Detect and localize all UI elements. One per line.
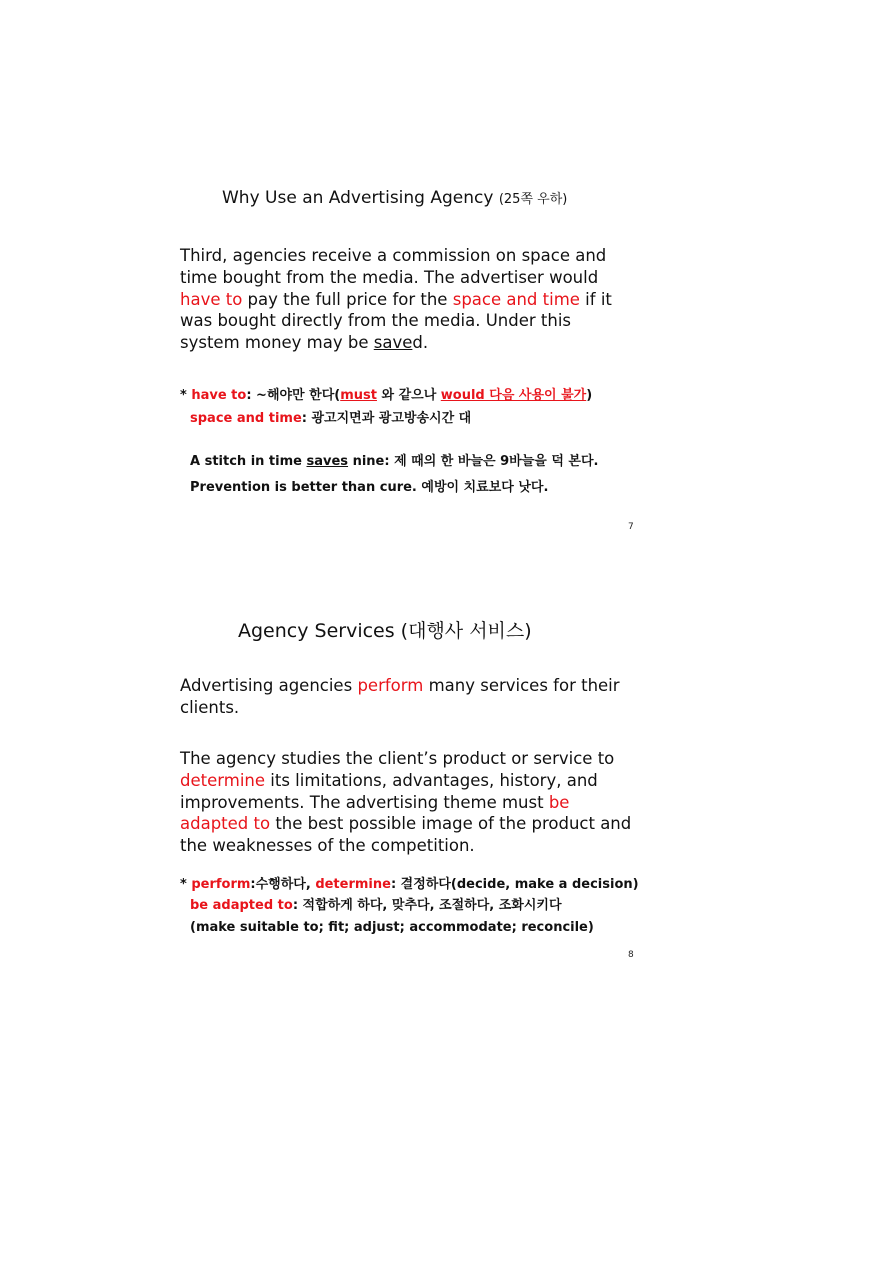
body-paragraph: Third, agencies receive a commission on space and time bought from the media. The advertiser would have to pay the full price for the space and time if it was bought directly from the media. Under this system money may be saved. bbox=[180, 246, 612, 353]
vocab-note: (make suitable to; fit; adjust; accommodate; reconcile) bbox=[190, 920, 594, 935]
slide-title: Why Use an Advertising Agency (25쪽 우하) bbox=[222, 188, 568, 208]
slide-title-sub: (25쪽 우하) bbox=[498, 192, 568, 207]
body-paragraph: Advertising agencies perform many services for their clients. bbox=[180, 676, 620, 717]
page-number: 7 bbox=[628, 522, 634, 532]
proverb-note: A stitch in time saves nine: 제 때의 한 바늘은 9바늘을 덕 본다. bbox=[190, 454, 599, 469]
highlight-term: perform bbox=[357, 676, 424, 695]
vocab-note: be adapted to: 적합하게 하다, 맞추다, 조절하다, 조화시키다 bbox=[190, 898, 562, 913]
page-number: 8 bbox=[628, 950, 634, 960]
highlight-term: determine bbox=[180, 770, 266, 790]
slide-title: Agency Services (대행사 서비스) bbox=[238, 620, 532, 642]
proverb-note: Prevention is better than cure. 예방이 치료보다 낫다. bbox=[190, 480, 549, 495]
body-paragraph: The agency studies the client’s product or service to determine its limitations, advantages, history, and improvements. The advertising theme must be adapted to the best possible image of the product and the weaknesses of the competition. bbox=[180, 749, 632, 856]
vocab-note: * perform:수행하다, determine: 결정하다(decide, make a decision) bbox=[180, 877, 639, 892]
highlight-term: have to bbox=[180, 289, 243, 309]
highlight-term: space and time bbox=[452, 289, 580, 309]
underlined-word: save bbox=[373, 333, 413, 353]
vocab-note: space and time: 광고지면과 광고방송시간 대 bbox=[190, 411, 472, 426]
highlight-term: be adapted to bbox=[180, 792, 570, 834]
vocab-note: * have to: ~해야만 한다(must 와 같으나 would 다음 사용이 불가) bbox=[180, 388, 593, 403]
